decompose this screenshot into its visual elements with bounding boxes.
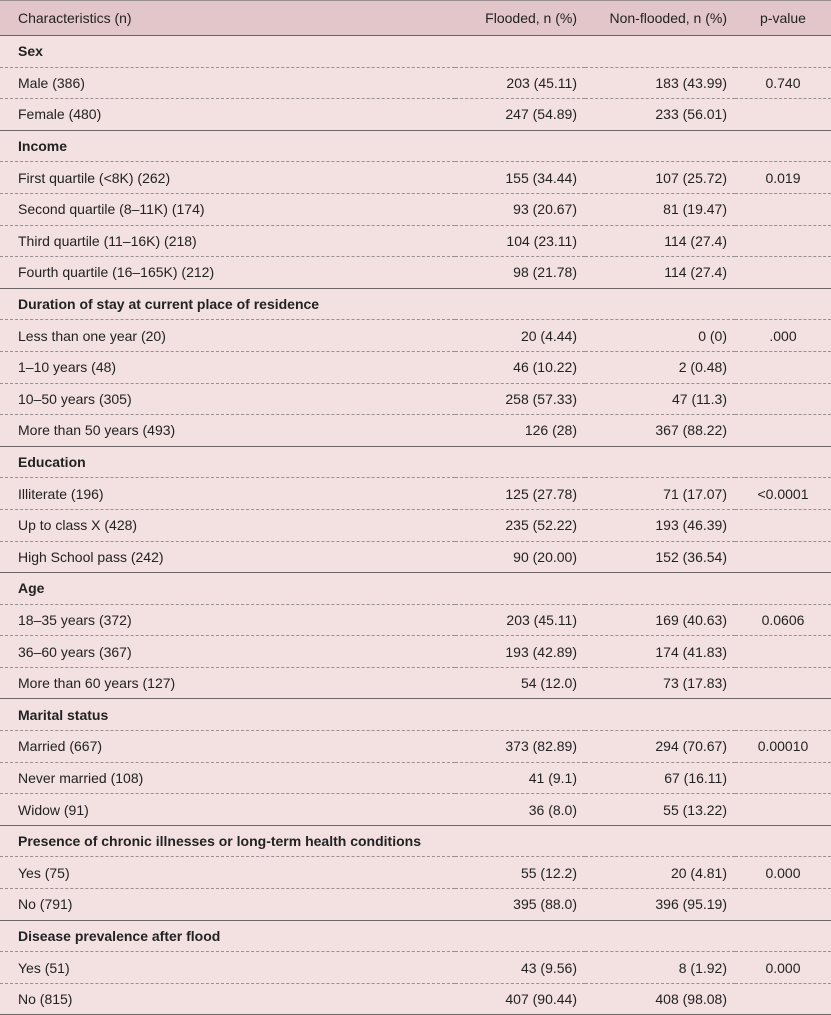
flooded-cell: 155 (34.44) xyxy=(455,162,585,194)
flooded-cell: 55 (12.2) xyxy=(455,857,585,889)
non-flooded-cell: 20 (4.81) xyxy=(585,857,735,889)
row-label: Yes (51) xyxy=(0,952,455,984)
non-flooded-cell: 73 (17.83) xyxy=(585,667,735,699)
flooded-cell: 373 (82.89) xyxy=(455,731,585,763)
p-value-cell xyxy=(735,351,831,383)
p-value-cell: <0.0001 xyxy=(735,478,831,510)
table-row xyxy=(0,794,831,826)
row-label: High School pass (242) xyxy=(0,541,455,573)
p-value-cell: 0.740 xyxy=(735,67,831,99)
p-value-cell xyxy=(735,225,831,257)
flooded-cell: 46 (10.22) xyxy=(455,351,585,383)
row-label: 10–50 years (305) xyxy=(0,383,455,415)
p-value-cell xyxy=(735,667,831,699)
flooded-cell: 36 (8.0) xyxy=(455,794,585,826)
row-label: Male (386) xyxy=(0,67,455,99)
table-row xyxy=(0,320,831,352)
p-value-cell xyxy=(735,257,831,289)
row-label: 36–60 years (367) xyxy=(0,636,455,668)
table-row xyxy=(0,193,831,225)
non-flooded-cell: 408 (98.08) xyxy=(585,983,735,1015)
p-value-cell xyxy=(735,889,831,921)
non-flooded-cell: 114 (27.4) xyxy=(585,257,735,289)
p-value-cell: 0.000 xyxy=(735,952,831,984)
group-title: Income xyxy=(0,130,831,162)
non-flooded-cell: 71 (17.07) xyxy=(585,478,735,510)
flooded-cell: 54 (12.0) xyxy=(455,667,585,699)
group-title: Age xyxy=(0,573,831,605)
row-label: Female (480) xyxy=(0,99,455,131)
flooded-cell: 43 (9.56) xyxy=(455,952,585,984)
group-title: Presence of chronic illnesses or long-term health conditions xyxy=(0,825,831,857)
table-row xyxy=(0,509,831,541)
group-title: Disease prevalence after flood xyxy=(0,920,831,952)
group-title: Duration of stay at current place of residence xyxy=(0,288,831,320)
group-header-row xyxy=(0,288,831,320)
header-p-value: p-value xyxy=(735,1,831,36)
non-flooded-cell: 2 (0.48) xyxy=(585,351,735,383)
table-row xyxy=(0,383,831,415)
p-value-cell xyxy=(735,983,831,1015)
p-value-cell xyxy=(735,541,831,573)
table-row xyxy=(0,415,831,447)
non-flooded-cell: 174 (41.83) xyxy=(585,636,735,668)
header-row xyxy=(0,1,831,36)
flooded-cell: 20 (4.44) xyxy=(455,320,585,352)
p-value-cell xyxy=(735,636,831,668)
flooded-cell: 104 (23.11) xyxy=(455,225,585,257)
flooded-cell: 126 (28) xyxy=(455,415,585,447)
group-header-row xyxy=(0,699,831,731)
row-label: Up to class X (428) xyxy=(0,509,455,541)
table-row xyxy=(0,857,831,889)
p-value-cell xyxy=(735,762,831,794)
non-flooded-cell: 193 (46.39) xyxy=(585,509,735,541)
flooded-cell: 98 (21.78) xyxy=(455,257,585,289)
table-row xyxy=(0,541,831,573)
p-value-cell: 0.00010 xyxy=(735,731,831,763)
header-flooded: Flooded, n (%) xyxy=(455,1,585,36)
table-row xyxy=(0,351,831,383)
flooded-cell: 125 (27.78) xyxy=(455,478,585,510)
header-characteristics: Characteristics (n) xyxy=(0,1,455,36)
non-flooded-cell: 47 (11.3) xyxy=(585,383,735,415)
non-flooded-cell: 233 (56.01) xyxy=(585,99,735,131)
p-value-cell xyxy=(735,415,831,447)
table-row xyxy=(0,225,831,257)
table-row xyxy=(0,604,831,636)
row-label: Illiterate (196) xyxy=(0,478,455,510)
table-row xyxy=(0,667,831,699)
row-label: No (815) xyxy=(0,983,455,1015)
group-title: Sex xyxy=(18,43,43,60)
group-title: Marital status xyxy=(0,699,831,731)
flooded-cell: 203 (45.11) xyxy=(455,604,585,636)
table-row xyxy=(0,983,831,1015)
table-row xyxy=(0,762,831,794)
p-value-cell: 0.019 xyxy=(735,162,831,194)
group-header-row xyxy=(0,130,831,162)
p-value-cell: 0.0606 xyxy=(735,604,831,636)
non-flooded-cell: 67 (16.11) xyxy=(585,762,735,794)
table-row xyxy=(0,478,831,510)
p-value-cell: .000 xyxy=(735,320,831,352)
flooded-cell: 203 (45.11) xyxy=(455,67,585,99)
row-label: More than 50 years (493) xyxy=(0,415,455,447)
row-label: Widow (91) xyxy=(0,794,455,826)
table-header xyxy=(0,1,831,36)
non-flooded-cell: 8 (1.92) xyxy=(585,952,735,984)
flooded-cell: 258 (57.33) xyxy=(455,383,585,415)
row-label: Yes (75) xyxy=(0,857,455,889)
flooded-cell: 93 (20.67) xyxy=(455,193,585,225)
table-row xyxy=(0,889,831,921)
non-flooded-cell: 294 (70.67) xyxy=(585,731,735,763)
header-non-flooded: Non-flooded, n (%) xyxy=(585,1,735,36)
non-flooded-cell: 107 (25.72) xyxy=(585,162,735,194)
non-flooded-cell: 81 (19.47) xyxy=(585,193,735,225)
non-flooded-cell: 152 (36.54) xyxy=(585,541,735,573)
non-flooded-cell: 367 (88.22) xyxy=(585,415,735,447)
non-flooded-cell: 55 (13.22) xyxy=(585,794,735,826)
p-value-cell xyxy=(735,193,831,225)
table-body xyxy=(0,36,831,1015)
group-header-row xyxy=(0,920,831,952)
table-row xyxy=(0,731,831,763)
table-row xyxy=(0,952,831,984)
row-label: Married (667) xyxy=(0,731,455,763)
table-row xyxy=(0,162,831,194)
group-header-row xyxy=(0,825,831,857)
row-label: Second quartile (8–11K) (174) xyxy=(0,193,455,225)
table-row xyxy=(0,636,831,668)
flooded-cell: 41 (9.1) xyxy=(455,762,585,794)
non-flooded-cell: 0 (0) xyxy=(585,320,735,352)
p-value-cell xyxy=(735,794,831,826)
row-label: Fourth quartile (16–165K) (212) xyxy=(0,257,455,289)
flooded-cell: 193 (42.89) xyxy=(455,636,585,668)
non-flooded-cell: 114 (27.4) xyxy=(585,225,735,257)
row-label: Less than one year (20) xyxy=(0,320,455,352)
group-title: Education xyxy=(0,446,831,478)
p-value-cell: 0.000 xyxy=(735,857,831,889)
p-value-cell xyxy=(735,509,831,541)
table-row xyxy=(0,257,831,289)
flooded-cell: 90 (20.00) xyxy=(455,541,585,573)
p-value-cell xyxy=(735,383,831,415)
row-label: More than 60 years (127) xyxy=(0,667,455,699)
row-label: First quartile (<8K) (262) xyxy=(0,162,455,194)
flooded-cell: 235 (52.22) xyxy=(455,509,585,541)
flooded-cell: 407 (90.44) xyxy=(455,983,585,1015)
table-row xyxy=(0,99,831,131)
non-flooded-cell: 183 (43.99) xyxy=(585,67,735,99)
table-row xyxy=(0,67,831,99)
row-label: Third quartile (11–16K) (218) xyxy=(0,225,455,257)
group-header-row xyxy=(0,36,831,68)
row-label: 1–10 years (48) xyxy=(0,351,455,383)
flooded-cell: 247 (54.89) xyxy=(455,99,585,131)
row-label: Never married (108) xyxy=(0,762,455,794)
non-flooded-cell: 396 (95.19) xyxy=(585,889,735,921)
row-label: No (791) xyxy=(0,889,455,921)
flooded-cell: 395 (88.0) xyxy=(455,889,585,921)
row-label: 18–35 years (372) xyxy=(0,604,455,636)
non-flooded-cell: 169 (40.63) xyxy=(585,604,735,636)
group-header-row xyxy=(0,573,831,605)
p-value-cell xyxy=(735,99,831,131)
group-header-row xyxy=(0,446,831,478)
